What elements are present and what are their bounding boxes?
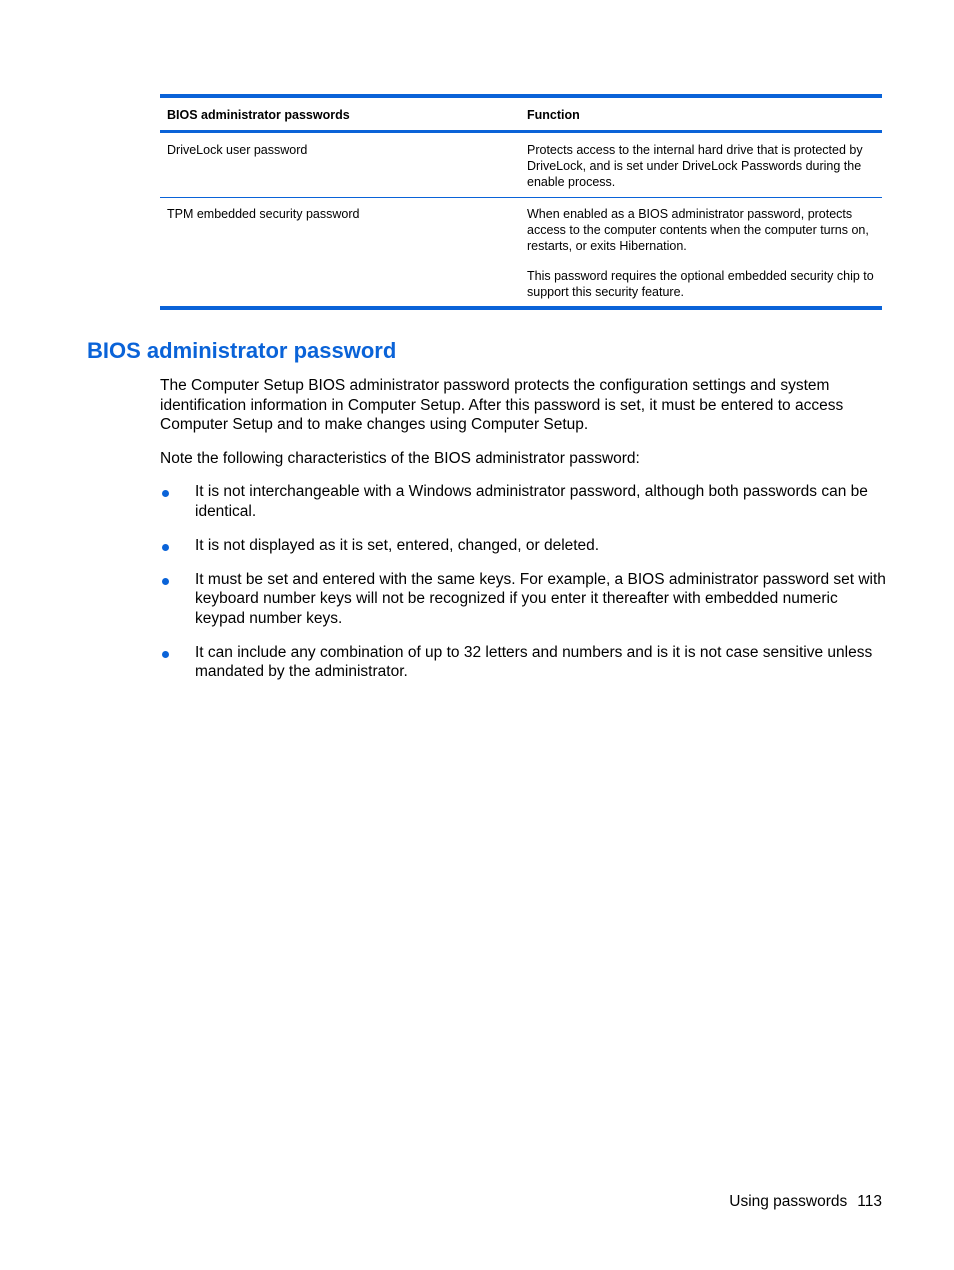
list-item-text: It must be set and entered with the same keys. For example, a BIOS administrator password set with keyboard number keys will not be recognized if you enter it thereafter with embedded numeric keypad number keys. — [195, 570, 886, 627]
table-row — [160, 198, 882, 306]
list-item-text: It can include any combination of up to 32 letters and numbers and is it is not case sensitive unless mandated by the administrator. — [195, 643, 873, 680]
list-item-text: It is not interchangeable with a Windows administrator password, although both passwords can be identical. — [195, 483, 868, 520]
intro-paragraph: The Computer Setup BIOS administrator password protects the configuration settings and system identification information in Computer Setup. After this password is set, it must be entered to access Computer Setup and to make changes using Computer Setup. — [160, 377, 844, 433]
bullet-icon — [162, 651, 169, 658]
list-item — [160, 570, 886, 629]
table-header-row — [160, 98, 882, 133]
password-function-cell — [521, 206, 882, 300]
function-text: This password requires the optional embedded security chip to support this security feature. — [527, 269, 874, 299]
password-function-cell — [521, 142, 882, 190]
password-name-cell: TPM embedded security password — [167, 207, 360, 221]
footer-label: Using passwords — [729, 1193, 848, 1210]
column-header-function: Function — [527, 108, 580, 122]
bullet-icon — [162, 544, 169, 551]
page-footer — [729, 1192, 882, 1212]
note-paragraph: Note the following characteristics of the BIOS administrator password: — [160, 449, 640, 467]
function-text: When enabled as a BIOS administrator password, protects access to the computer contents when the computer turns on, restarts, or exits Hibernation. — [527, 207, 869, 253]
list-item — [160, 536, 886, 556]
characteristics-list — [160, 482, 886, 682]
function-text: Protects access to the internal hard drive that is protected by DriveLock, and is set under DriveLock Passwords during the enable process. — [527, 143, 863, 189]
list-item — [160, 643, 886, 682]
list-item-text: It is not displayed as it is set, entered, changed, or deleted. — [195, 536, 600, 554]
column-header-passwords: BIOS administrator passwords — [167, 108, 350, 122]
page-number: 113 — [857, 1193, 882, 1210]
password-table — [160, 94, 882, 310]
section-heading: BIOS administrator password — [87, 338, 397, 363]
bullet-icon — [162, 490, 169, 497]
password-name-cell: DriveLock user password — [167, 143, 308, 157]
table-row — [160, 133, 882, 198]
section-body — [160, 376, 886, 696]
list-item — [160, 482, 886, 521]
bullet-icon — [162, 578, 169, 585]
